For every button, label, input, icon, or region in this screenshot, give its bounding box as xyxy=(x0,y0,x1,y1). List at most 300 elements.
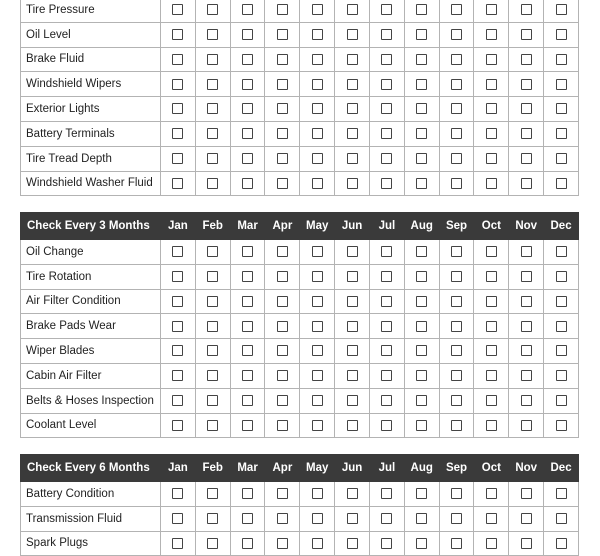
checkbox[interactable] xyxy=(172,103,183,114)
checkbox[interactable] xyxy=(521,345,532,356)
checkbox[interactable] xyxy=(416,513,427,524)
checkbox[interactable] xyxy=(486,321,497,332)
checkbox[interactable] xyxy=(172,370,183,381)
checkbox[interactable] xyxy=(556,54,567,65)
month-cell xyxy=(335,22,370,47)
checkbox[interactable] xyxy=(416,246,427,257)
month-cell xyxy=(369,0,404,22)
section-title: Check Every 6 Months xyxy=(21,455,161,482)
checkbox[interactable] xyxy=(556,246,567,257)
checkbox[interactable] xyxy=(172,128,183,139)
task-label: Windshield Wipers xyxy=(21,72,161,97)
checkbox[interactable] xyxy=(451,296,462,307)
checkbox[interactable] xyxy=(486,246,497,257)
checkbox[interactable] xyxy=(521,4,532,15)
checkbox[interactable] xyxy=(277,246,288,257)
checkbox[interactable] xyxy=(486,128,497,139)
month-cell xyxy=(509,339,544,364)
checkbox[interactable] xyxy=(381,178,392,189)
checkbox[interactable] xyxy=(486,513,497,524)
checkbox[interactable] xyxy=(242,420,253,431)
checkbox[interactable] xyxy=(347,395,358,406)
month-cell xyxy=(544,413,579,438)
checkbox[interactable] xyxy=(451,420,462,431)
checkbox[interactable] xyxy=(207,370,218,381)
checkbox[interactable] xyxy=(172,29,183,40)
checkbox[interactable] xyxy=(486,153,497,164)
checkbox[interactable] xyxy=(277,271,288,282)
checkbox[interactable] xyxy=(416,54,427,65)
checkbox[interactable] xyxy=(277,513,288,524)
checkbox[interactable] xyxy=(556,321,567,332)
checkbox[interactable] xyxy=(207,488,218,499)
month-cell xyxy=(195,22,230,47)
checkbox[interactable] xyxy=(277,395,288,406)
checkbox[interactable] xyxy=(486,271,497,282)
month-cell xyxy=(265,240,300,265)
month-header: Feb xyxy=(195,455,230,482)
checkbox[interactable] xyxy=(556,538,567,549)
checkbox[interactable] xyxy=(207,296,218,307)
checkbox[interactable] xyxy=(521,370,532,381)
checkbox[interactable] xyxy=(312,370,323,381)
table-row xyxy=(21,22,579,47)
checkbox[interactable] xyxy=(556,513,567,524)
checkbox[interactable] xyxy=(172,395,183,406)
month-cell xyxy=(404,482,439,507)
checkbox[interactable] xyxy=(451,345,462,356)
checkbox[interactable] xyxy=(486,538,497,549)
checkbox[interactable] xyxy=(347,4,358,15)
month-cell xyxy=(544,289,579,314)
checkbox[interactable] xyxy=(556,395,567,406)
checkbox[interactable] xyxy=(381,513,392,524)
month-cell xyxy=(439,388,474,413)
checkbox[interactable] xyxy=(242,488,253,499)
month-cell xyxy=(544,0,579,22)
month-cell xyxy=(544,121,579,146)
task-label: Battery Condition xyxy=(21,482,161,507)
checkbox[interactable] xyxy=(172,296,183,307)
checkbox[interactable] xyxy=(242,103,253,114)
checkbox[interactable] xyxy=(242,79,253,90)
checkbox[interactable] xyxy=(312,54,323,65)
month-cell xyxy=(369,388,404,413)
checkbox[interactable] xyxy=(381,370,392,381)
checkbox[interactable] xyxy=(486,488,497,499)
checkbox[interactable] xyxy=(347,538,358,549)
month-cell xyxy=(369,47,404,72)
month-cell xyxy=(439,240,474,265)
month-cell xyxy=(161,482,196,507)
checkbox[interactable] xyxy=(521,128,532,139)
checkbox[interactable] xyxy=(207,79,218,90)
checkbox[interactable] xyxy=(347,513,358,524)
checkbox[interactable] xyxy=(277,103,288,114)
checkbox[interactable] xyxy=(451,4,462,15)
month-cell xyxy=(369,363,404,388)
checkbox[interactable] xyxy=(312,513,323,524)
checkbox[interactable] xyxy=(277,54,288,65)
checkbox[interactable] xyxy=(242,153,253,164)
checkbox[interactable] xyxy=(556,345,567,356)
task-label: Cabin Air Filter xyxy=(21,363,161,388)
checkbox[interactable] xyxy=(486,296,497,307)
month-cell xyxy=(369,339,404,364)
checkbox[interactable] xyxy=(416,488,427,499)
checkbox[interactable] xyxy=(556,153,567,164)
checkbox[interactable] xyxy=(521,538,532,549)
checkbox[interactable] xyxy=(416,538,427,549)
checkbox[interactable] xyxy=(312,538,323,549)
checkbox[interactable] xyxy=(242,128,253,139)
checkbox[interactable] xyxy=(381,271,392,282)
checkbox[interactable] xyxy=(347,420,358,431)
checkbox[interactable] xyxy=(312,246,323,257)
checkbox[interactable] xyxy=(416,79,427,90)
checkbox[interactable] xyxy=(242,370,253,381)
month-cell xyxy=(230,506,265,531)
month-cell xyxy=(300,121,335,146)
checkbox[interactable] xyxy=(347,178,358,189)
checkbox[interactable] xyxy=(277,178,288,189)
checkbox[interactable] xyxy=(521,395,532,406)
checkbox[interactable] xyxy=(556,79,567,90)
checkbox[interactable] xyxy=(207,271,218,282)
checkbox[interactable] xyxy=(242,54,253,65)
checkbox[interactable] xyxy=(312,79,323,90)
checkbox[interactable] xyxy=(347,321,358,332)
checkbox[interactable] xyxy=(242,296,253,307)
checkbox[interactable] xyxy=(416,178,427,189)
month-cell xyxy=(509,240,544,265)
month-cell xyxy=(439,363,474,388)
table-row xyxy=(21,314,579,339)
checkbox[interactable] xyxy=(207,103,218,114)
month-cell xyxy=(544,339,579,364)
checkbox[interactable] xyxy=(312,488,323,499)
checkbox[interactable] xyxy=(277,488,288,499)
checkbox[interactable] xyxy=(416,153,427,164)
checkbox[interactable] xyxy=(416,370,427,381)
checkbox[interactable] xyxy=(347,153,358,164)
checkbox[interactable] xyxy=(312,271,323,282)
checkbox[interactable] xyxy=(556,271,567,282)
checkbox[interactable] xyxy=(416,321,427,332)
checkbox[interactable] xyxy=(381,54,392,65)
checkbox[interactable] xyxy=(556,29,567,40)
checkbox[interactable] xyxy=(242,395,253,406)
checkbox[interactable] xyxy=(172,54,183,65)
month-cell xyxy=(509,388,544,413)
checkbox[interactable] xyxy=(521,321,532,332)
month-cell xyxy=(335,171,370,196)
checkbox[interactable] xyxy=(416,420,427,431)
checkbox[interactable] xyxy=(416,128,427,139)
checkbox[interactable] xyxy=(172,345,183,356)
month-cell xyxy=(474,289,509,314)
checkbox[interactable] xyxy=(172,538,183,549)
checkbox[interactable] xyxy=(521,29,532,40)
checkbox[interactable] xyxy=(172,79,183,90)
checkbox[interactable] xyxy=(347,370,358,381)
task-label: Belts & Hoses Inspection xyxy=(21,388,161,413)
checkbox[interactable] xyxy=(172,420,183,431)
checkbox[interactable] xyxy=(347,246,358,257)
month-cell xyxy=(300,0,335,22)
month-cell xyxy=(439,413,474,438)
checkbox[interactable] xyxy=(347,54,358,65)
checkbox[interactable] xyxy=(312,29,323,40)
checkbox[interactable] xyxy=(172,178,183,189)
checkbox[interactable] xyxy=(277,29,288,40)
task-label: Spark Plugs xyxy=(21,531,161,556)
checkbox[interactable] xyxy=(207,178,218,189)
checkbox[interactable] xyxy=(416,296,427,307)
checkbox[interactable] xyxy=(242,246,253,257)
checkbox[interactable] xyxy=(486,345,497,356)
month-header: Sep xyxy=(439,455,474,482)
checkbox[interactable] xyxy=(207,153,218,164)
checkbox[interactable] xyxy=(381,538,392,549)
checkbox[interactable] xyxy=(451,488,462,499)
checkbox[interactable] xyxy=(347,345,358,356)
checkbox[interactable] xyxy=(486,420,497,431)
checkbox[interactable] xyxy=(347,128,358,139)
checkbox[interactable] xyxy=(207,321,218,332)
checkbox[interactable] xyxy=(207,395,218,406)
checkbox[interactable] xyxy=(556,4,567,15)
checkbox[interactable] xyxy=(451,153,462,164)
month-cell xyxy=(544,506,579,531)
checkbox[interactable] xyxy=(242,345,253,356)
month-cell xyxy=(404,47,439,72)
checkbox[interactable] xyxy=(381,420,392,431)
checkbox[interactable] xyxy=(277,420,288,431)
checkbox[interactable] xyxy=(521,178,532,189)
table-row xyxy=(21,531,579,556)
checkbox[interactable] xyxy=(451,54,462,65)
checkbox[interactable] xyxy=(486,4,497,15)
checkbox[interactable] xyxy=(347,29,358,40)
checkbox[interactable] xyxy=(312,296,323,307)
checkbox[interactable] xyxy=(312,128,323,139)
checkbox[interactable] xyxy=(277,345,288,356)
checkbox[interactable] xyxy=(486,395,497,406)
checkbox[interactable] xyxy=(486,178,497,189)
month-cell xyxy=(474,264,509,289)
table-row xyxy=(21,482,579,507)
checkbox[interactable] xyxy=(521,271,532,282)
checkbox[interactable] xyxy=(172,4,183,15)
month-cell xyxy=(265,506,300,531)
month-cell xyxy=(544,482,579,507)
checkbox[interactable] xyxy=(486,103,497,114)
month-cell xyxy=(439,146,474,171)
checkbox[interactable] xyxy=(172,488,183,499)
checkbox[interactable] xyxy=(242,271,253,282)
checkbox[interactable] xyxy=(416,345,427,356)
checkbox[interactable] xyxy=(521,246,532,257)
checkbox[interactable] xyxy=(207,246,218,257)
checkbox[interactable] xyxy=(381,345,392,356)
checkbox[interactable] xyxy=(277,4,288,15)
checkbox[interactable] xyxy=(347,103,358,114)
month-cell xyxy=(335,339,370,364)
checkbox[interactable] xyxy=(277,321,288,332)
checkbox[interactable] xyxy=(556,296,567,307)
checkbox[interactable] xyxy=(521,103,532,114)
month-cell xyxy=(369,72,404,97)
month-cell xyxy=(161,339,196,364)
checkbox[interactable] xyxy=(556,103,567,114)
checkbox[interactable] xyxy=(277,128,288,139)
checkbox[interactable] xyxy=(207,128,218,139)
checkbox[interactable] xyxy=(381,103,392,114)
checkbox[interactable] xyxy=(416,271,427,282)
checkbox[interactable] xyxy=(347,296,358,307)
month-cell xyxy=(369,97,404,122)
checkbox[interactable] xyxy=(242,178,253,189)
checkbox[interactable] xyxy=(381,128,392,139)
task-label: Coolant Level xyxy=(21,413,161,438)
checkbox[interactable] xyxy=(347,79,358,90)
checkbox[interactable] xyxy=(207,4,218,15)
table-row xyxy=(21,146,579,171)
checkbox[interactable] xyxy=(242,29,253,40)
checkbox[interactable] xyxy=(521,513,532,524)
checkbox[interactable] xyxy=(242,4,253,15)
checkbox[interactable] xyxy=(312,420,323,431)
six-month-checks-table xyxy=(20,454,579,556)
checkbox[interactable] xyxy=(451,370,462,381)
month-cell xyxy=(404,506,439,531)
checkbox[interactable] xyxy=(277,296,288,307)
checkbox[interactable] xyxy=(381,321,392,332)
checkbox[interactable] xyxy=(312,345,323,356)
month-cell xyxy=(404,289,439,314)
checkbox[interactable] xyxy=(556,370,567,381)
checkbox[interactable] xyxy=(556,420,567,431)
checkbox[interactable] xyxy=(556,128,567,139)
checkbox[interactable] xyxy=(451,395,462,406)
checkbox[interactable] xyxy=(312,4,323,15)
checkbox[interactable] xyxy=(381,79,392,90)
month-cell xyxy=(369,531,404,556)
checkbox[interactable] xyxy=(207,54,218,65)
month-cell xyxy=(335,0,370,22)
checkbox[interactable] xyxy=(207,345,218,356)
checkbox[interactable] xyxy=(207,538,218,549)
checkbox[interactable] xyxy=(556,178,567,189)
checkbox[interactable] xyxy=(172,513,183,524)
checkbox[interactable] xyxy=(172,321,183,332)
checkbox[interactable] xyxy=(451,246,462,257)
month-cell xyxy=(195,506,230,531)
month-cell xyxy=(265,388,300,413)
checkbox[interactable] xyxy=(521,420,532,431)
checkbox[interactable] xyxy=(451,538,462,549)
checkbox[interactable] xyxy=(521,79,532,90)
checkbox[interactable] xyxy=(486,54,497,65)
checkbox[interactable] xyxy=(486,79,497,90)
checkbox[interactable] xyxy=(312,395,323,406)
checkbox[interactable] xyxy=(277,79,288,90)
checkbox[interactable] xyxy=(312,321,323,332)
checkbox[interactable] xyxy=(451,128,462,139)
checkbox[interactable] xyxy=(172,246,183,257)
month-cell xyxy=(195,314,230,339)
checkbox[interactable] xyxy=(207,29,218,40)
checkbox[interactable] xyxy=(172,271,183,282)
checkbox[interactable] xyxy=(381,395,392,406)
checkbox[interactable] xyxy=(451,103,462,114)
month-cell xyxy=(230,240,265,265)
month-cell xyxy=(509,289,544,314)
checkbox[interactable] xyxy=(451,178,462,189)
checkbox[interactable] xyxy=(416,395,427,406)
month-cell xyxy=(509,264,544,289)
checkbox[interactable] xyxy=(207,420,218,431)
checkbox[interactable] xyxy=(451,29,462,40)
month-cell xyxy=(195,388,230,413)
checkbox[interactable] xyxy=(207,513,218,524)
checkbox[interactable] xyxy=(451,321,462,332)
checkbox[interactable] xyxy=(381,153,392,164)
month-cell xyxy=(369,264,404,289)
checkbox[interactable] xyxy=(312,103,323,114)
checkbox[interactable] xyxy=(381,488,392,499)
month-cell xyxy=(230,0,265,22)
checkbox[interactable] xyxy=(416,4,427,15)
checkbox[interactable] xyxy=(521,296,532,307)
checkbox[interactable] xyxy=(416,103,427,114)
checkbox[interactable] xyxy=(347,488,358,499)
month-cell xyxy=(230,363,265,388)
checkbox[interactable] xyxy=(486,29,497,40)
checkbox[interactable] xyxy=(277,153,288,164)
checkbox[interactable] xyxy=(451,271,462,282)
checkbox[interactable] xyxy=(277,370,288,381)
checkbox[interactable] xyxy=(312,178,323,189)
checkbox[interactable] xyxy=(242,321,253,332)
monthly-checks-table xyxy=(20,0,579,196)
checkbox[interactable] xyxy=(242,513,253,524)
checkbox[interactable] xyxy=(556,488,567,499)
checkbox[interactable] xyxy=(521,54,532,65)
checkbox[interactable] xyxy=(381,296,392,307)
checkbox[interactable] xyxy=(277,538,288,549)
month-cell xyxy=(161,413,196,438)
month-cell xyxy=(335,121,370,146)
checkbox[interactable] xyxy=(521,153,532,164)
checkbox[interactable] xyxy=(242,538,253,549)
month-cell xyxy=(230,171,265,196)
table-row xyxy=(21,240,579,265)
checkbox[interactable] xyxy=(451,79,462,90)
checkbox[interactable] xyxy=(451,513,462,524)
month-cell xyxy=(300,240,335,265)
checkbox[interactable] xyxy=(486,370,497,381)
checkbox[interactable] xyxy=(521,488,532,499)
checkbox[interactable] xyxy=(381,246,392,257)
checkbox[interactable] xyxy=(312,153,323,164)
checkbox[interactable] xyxy=(172,153,183,164)
checkbox[interactable] xyxy=(381,4,392,15)
checkbox[interactable] xyxy=(347,271,358,282)
checkbox[interactable] xyxy=(381,29,392,40)
checkbox[interactable] xyxy=(416,29,427,40)
